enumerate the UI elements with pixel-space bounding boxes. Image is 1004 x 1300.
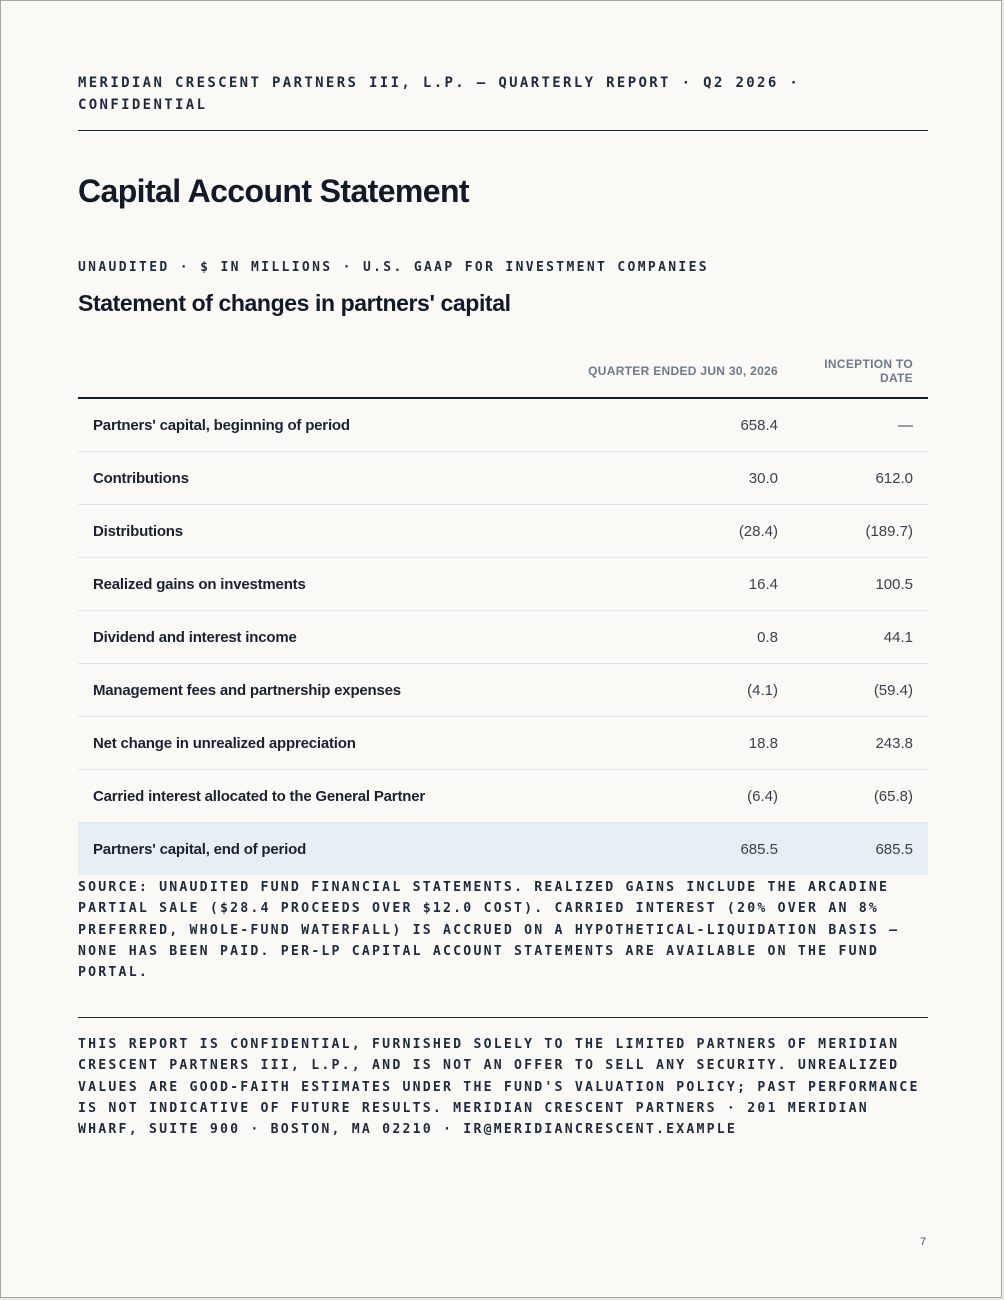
table-row [78, 611, 928, 664]
quarter-value: (6.4) [528, 770, 793, 823]
quarter-value: 658.4 [528, 398, 793, 452]
itd-value: 44.1 [793, 611, 928, 664]
table-row [78, 505, 928, 558]
capital-statement-table [78, 345, 928, 875]
quarter-value: (4.1) [528, 664, 793, 717]
itd-value: — [793, 398, 928, 452]
itd-value: (65.8) [793, 770, 928, 823]
table-row [78, 770, 928, 823]
source-note: SOURCE: UNAUDITED FUND FINANCIAL STATEMENTS. REALIZED GAINS INCLUDE THE ARCADINE PARTIAL SALE ($28.4 PROCEEDS OVER $12.0 COST). CARRIED INTEREST (20% OVER AN 8% PREFERRED, WHOLE-FUND WATERFALL) IS ACCRUED ON A HYPOTHETICAL-LIQUIDATION BASIS — NONE HAS BEEN PAID. PER-LP CAPITAL ACCOUNT STATEMENTS ARE AVAILABLE ON THE FUND PORTAL. [78, 880, 900, 981]
quarter-value: 18.8 [528, 717, 793, 770]
itd-value: (59.4) [793, 664, 928, 717]
total-row [78, 823, 928, 876]
table-row [78, 452, 928, 505]
quarter-value: 0.8 [528, 611, 793, 664]
column-header-itd: INCEPTION TO DATE [793, 345, 928, 398]
row-label: Partners' capital, end of period [78, 823, 528, 876]
footer-divider [78, 1017, 928, 1018]
section-kicker: UNAUDITED · $ IN MILLIONS · U.S. GAAP FOR INVESTMENT COMPANIES [78, 260, 709, 275]
confidentiality-disclaimer: THIS REPORT IS CONFIDENTIAL, FURNISHED SOLELY TO THE LIMITED PARTNERS OF MERIDIAN CRESCENT PARTNERS III, L.P., AND IS NOT AN OFFER TO SELL ANY SECURITY. UNREALIZED VALUES ARE GOOD-FAITH ESTIMATES UNDER THE FUND'S VALUATION POLICY; PAST PERFORMANCE IS NOT INDICATIVE OF FUTURE RESULTS. MERIDIAN CRESCENT PARTNERS · 201 MERIDIAN WHARF, SUITE 900 · BOSTON, MA 02210 · IR@MERIDIANCRESCENT.EXAMPLE [78, 1037, 920, 1138]
row-label: Dividend and interest income [78, 611, 528, 664]
row-label: Net change in unrealized appreciation [78, 717, 528, 770]
section-heading: Statement of changes in partners' capital [78, 290, 511, 316]
column-header-quarter: QUARTER ENDED JUN 30, 2026 [528, 345, 793, 398]
quarter-value: (28.4) [528, 505, 793, 558]
table-row [78, 558, 928, 611]
quarter-value: 16.4 [528, 558, 793, 611]
row-label: Management fees and partnership expenses [78, 664, 528, 717]
row-label: Carried interest allocated to the General Partner [78, 770, 528, 823]
page-number: 7 [920, 1236, 927, 1248]
itd-value: 243.8 [793, 717, 928, 770]
row-label: Distributions [78, 505, 528, 558]
column-header-label [78, 345, 528, 398]
running-header: MERIDIAN CRESCENT PARTNERS III, L.P. — QUARTERLY REPORT · Q2 2026 · CONFIDENTIAL [78, 75, 801, 113]
itd-value: (189.7) [793, 505, 928, 558]
itd-value: 100.5 [793, 558, 928, 611]
row-label: Partners' capital, beginning of period [78, 398, 528, 452]
quarter-value: 685.5 [528, 823, 793, 876]
row-label: Contributions [78, 452, 528, 505]
table-row [78, 717, 928, 770]
itd-value: 685.5 [793, 823, 928, 876]
header-divider [78, 130, 928, 131]
row-label: Realized gains on investments [78, 558, 528, 611]
quarter-value: 30.0 [528, 452, 793, 505]
itd-value: 612.0 [793, 452, 928, 505]
table-row [78, 398, 928, 452]
table-row [78, 664, 928, 717]
page-title: Capital Account Statement [78, 173, 469, 209]
table-header-row [78, 345, 928, 398]
